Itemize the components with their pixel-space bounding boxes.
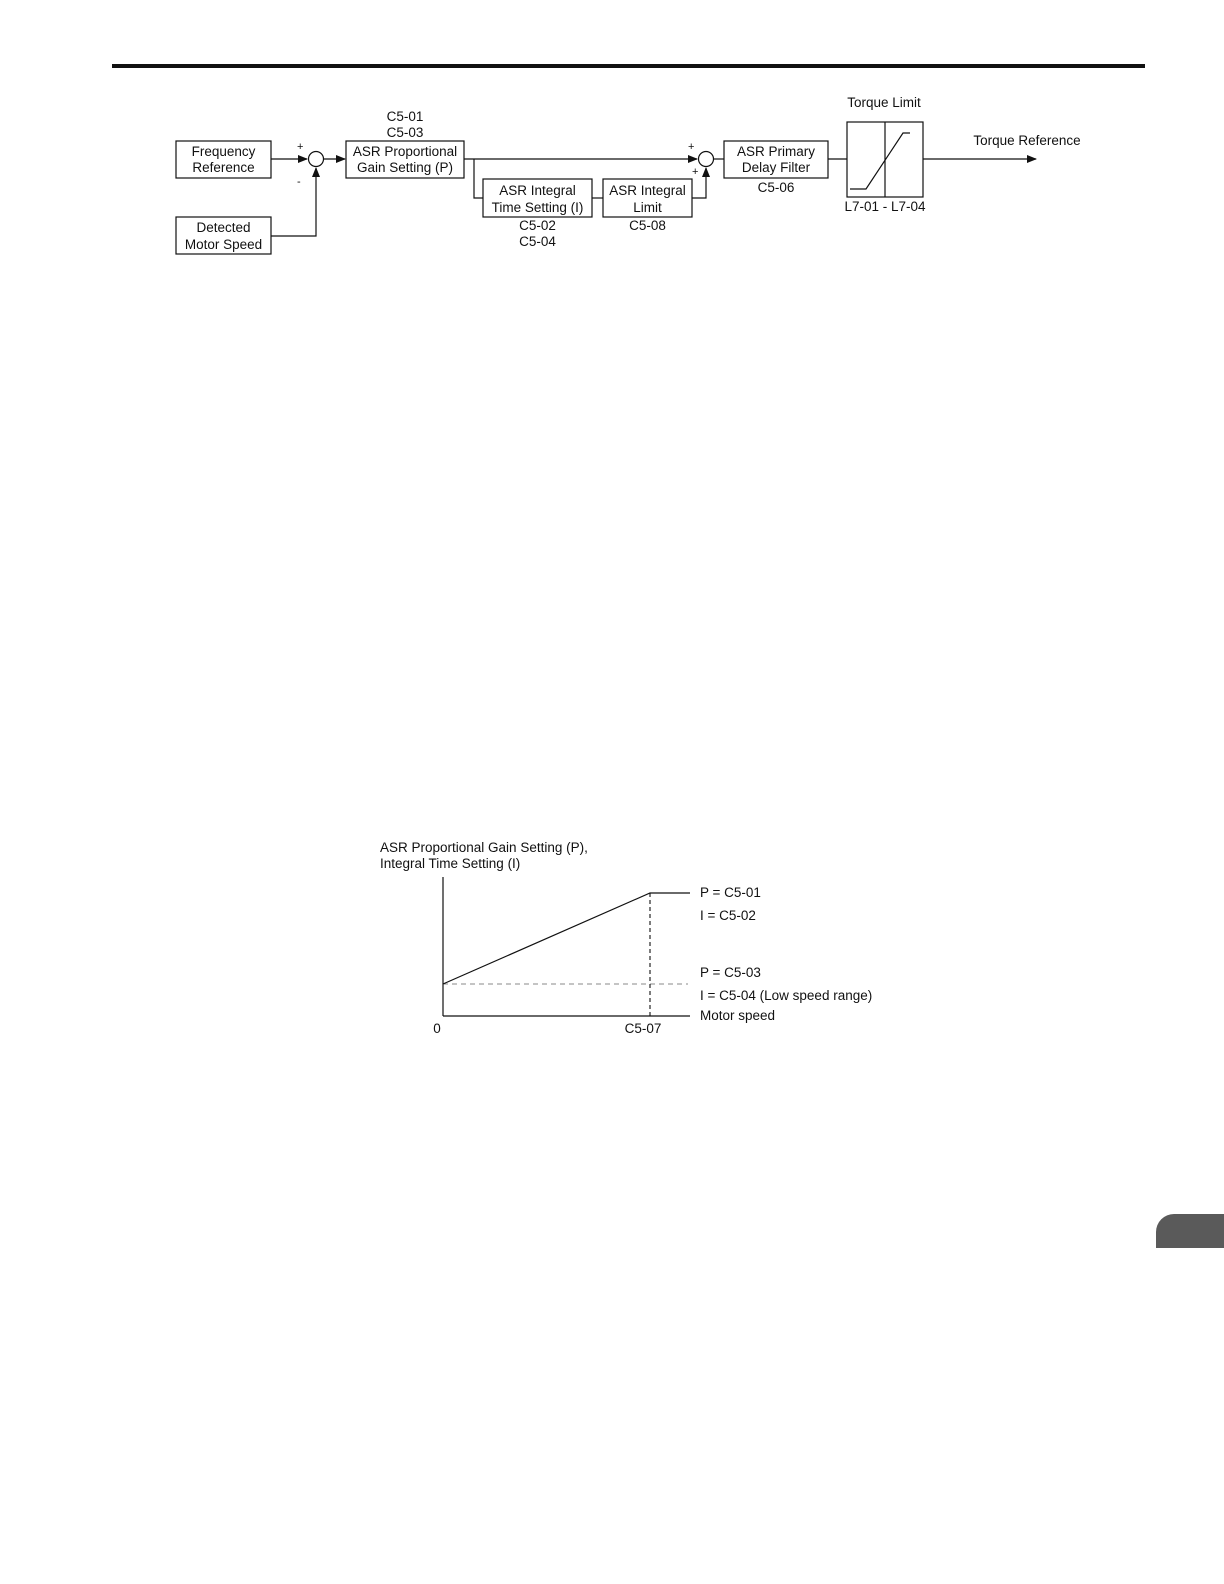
graph-y-title-line2: Integral Time Setting (I) xyxy=(380,856,521,871)
param-c5-04: C5-04 xyxy=(519,234,556,249)
summing-junction-1 xyxy=(309,152,324,167)
plus-sign-1: + xyxy=(297,141,304,153)
asr-integral-time-block xyxy=(483,179,592,217)
asr-proportional-line1: ASR Proportional xyxy=(352,144,458,159)
label-i-c5-02: I = C5-02 xyxy=(700,908,756,923)
param-c5-03: C5-03 xyxy=(386,125,424,140)
motor-speed-feedback-arrow xyxy=(271,168,316,236)
asr-gain-graph xyxy=(380,840,872,1036)
param-c5-06: C5-06 xyxy=(757,180,795,195)
frequency-reference-line1: Frequency xyxy=(191,144,256,159)
torque-limit-label: Torque Limit xyxy=(847,95,921,110)
torque-reference-label: Torque Reference xyxy=(973,133,1081,148)
detected-motor-speed-line2: Motor Speed xyxy=(184,237,263,252)
asr-integral-time-line2: Time Setting (I) xyxy=(491,200,584,215)
asr-primary-delay-line2: Delay Filter xyxy=(741,160,811,175)
detected-motor-speed-block xyxy=(176,217,271,254)
asr-proportional-line2: Gain Setting (P) xyxy=(356,160,454,175)
asr-integral-time-line1: ASR Integral xyxy=(499,183,576,198)
param-c5-08: C5-08 xyxy=(629,218,666,233)
graph-x-origin: 0 xyxy=(433,1021,441,1036)
label-p-c5-01: P = C5-01 xyxy=(700,885,761,900)
summing-junction-2 xyxy=(699,152,714,167)
frequency-reference-block xyxy=(176,141,271,178)
param-l7-range: L7-01 - L7-04 xyxy=(844,199,926,214)
integral-branch-line xyxy=(474,159,483,198)
graph-x-axis-label: Motor speed xyxy=(700,1008,776,1023)
minus-sign-1: - xyxy=(297,176,301,188)
plus-sign-2: + xyxy=(688,141,695,153)
label-p-c5-03: P = C5-03 xyxy=(700,965,761,980)
label-i-c5-04: I = C5-04 (Low speed range) xyxy=(700,988,873,1003)
header-rule xyxy=(112,64,1145,68)
graph-x-mark-c5-07: C5-07 xyxy=(624,1021,662,1036)
param-c5-01: C5-01 xyxy=(386,109,424,124)
asr-integral-limit-line1: ASR Integral xyxy=(609,183,686,198)
asr-primary-delay-line1: ASR Primary xyxy=(736,144,816,159)
plus-sign-3: + xyxy=(692,166,699,178)
detected-motor-speed-line1: Detected xyxy=(196,220,251,235)
asr-primary-delay-filter-block xyxy=(724,141,828,178)
torque-limit-block xyxy=(847,122,923,197)
param-c5-02: C5-02 xyxy=(519,218,556,233)
asr-proportional-gain-block xyxy=(346,141,464,178)
gain-characteristic-line xyxy=(443,893,690,984)
graph-y-title-line1: ASR Proportional Gain Setting (P), xyxy=(380,840,588,855)
asr-integral-limit-line2: Limit xyxy=(633,200,662,215)
asr-integral-limit-block xyxy=(603,179,692,217)
asr-block-diagram xyxy=(176,95,1081,254)
frequency-reference-line2: Reference xyxy=(192,160,255,175)
